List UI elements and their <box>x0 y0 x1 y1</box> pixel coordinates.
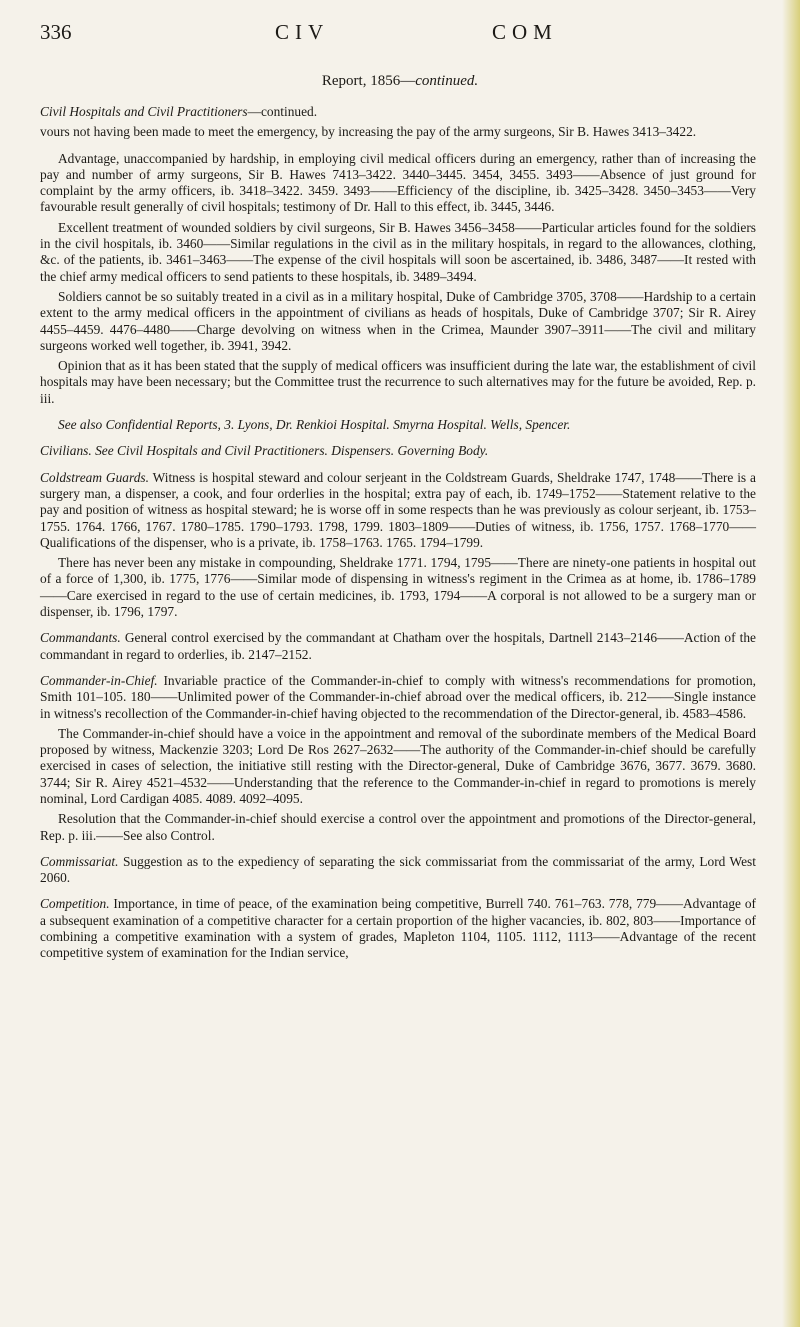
entry-text: See Civil Hospitals and Civil Practitioners. Dispensers. Governing Body. <box>91 443 489 459</box>
entry-text: —continued. <box>247 104 318 119</box>
index-entry <box>40 811 756 844</box>
entry-text: Resolution that the Commander-in-chief should exercise a control over the appointment and promotions of the Director-general, Rep. p. iii.——See also Control. <box>40 811 756 843</box>
entry-heading: Coldstream Guards. <box>40 469 149 485</box>
entry-heading: Competition. <box>40 896 110 912</box>
entry-text: See also Confidential Reports, 3. Lyons, Dr. Renkioi Hospital. Smyrna Hospital. Wells, Spencer. <box>58 417 571 433</box>
entry-text: General control exercised by the commandant at Chatham over the hospitals, Dartnell 2143–2146——Action of the commandant in regard to orderlies, ib. 2147–2152. <box>40 630 756 662</box>
entry-heading: Commander-in-Chief. <box>40 672 158 688</box>
entry-text: Witness is hospital steward and colour serjeant in the Coldstream Guards, Sheldrake 1747, 1748——There is a surgery man, a dispenser, a cook, and four orderlies in the hospital; extra pay of each, ib. 1749–1752——Statement relative to the pay and position of witness as hospital steward; he is worse off in some respects than he was previously as colour serjeant, ib. 1753–1755. 1764. 1766, 1767. 1780–1785. 1790–1793. 1798, 1799. 1803–1809——Duties of witness, ib. 1756, 1757. 1768–1770——Qualifications of the dispenser, who is a private, ib. 1758–1763. 1765. 1794–1799. <box>40 469 756 550</box>
headword-right: COM <box>492 20 558 44</box>
entry-heading: Commandants. <box>40 630 121 646</box>
entry-text: Opinion that as it has been stated that the supply of medical officers was insufficient during the late war, the establishment of civil hospitals may have been necessary; but the Committee trust the recurrence to such alternatives may for the future be avoided, Rep. p. iii. <box>40 358 756 406</box>
index-entry <box>40 220 756 285</box>
index-entry <box>40 896 756 961</box>
entry-text: Excellent treatment of wounded soldiers by civil surgeons, Sir B. Hawes 3456–3458——Particular articles found for the soldiers in the civil hospitals, ib. 3460——Similar regulations in the civil as in the military hospitals, in regard to the allowances, clothing, &c. of the patients, ib. 3461–3463——The expense of the civil hospitals will soon be ascertained, ib. 3486, 3487——It rested with the chief army medical officers to send patients to these hospitals, ib. 3489–3494. <box>40 219 756 284</box>
index-entry <box>40 443 756 459</box>
see-also <box>40 417 756 433</box>
report-title: Report, 1856— <box>321 73 416 89</box>
index-entry <box>40 470 756 551</box>
entry-text: There has never been any mistake in compounding, Sheldrake 1771. 1794, 1795——There are ninety-one patients in hospital out of a force of 1,300, ib. 1775, 1776——Similar mode of dispensing in witness's regiment in the Crimea as at home, ib. 1786–1789——Care exercised in regard to the use of certain medicines, ib. 1793, 1794——A corporal is not allowed to be a surgery man or dispenser, ib. 1796, 1797. <box>40 555 756 620</box>
index-entry <box>40 673 756 722</box>
entry-text: Suggestion as to the expediency of separating the sick commissariat from the commissariat of the army, Lord West 2060. <box>40 853 756 886</box>
index-body <box>40 104 756 972</box>
entry-heading: Civil Hospitals and Civil Practitioners <box>40 104 248 119</box>
entry-heading: Commissariat. <box>40 853 119 869</box>
entry-text: Advantage, unaccompanied by hardship, in employing civil medical officers during an emergency, rather than of increasing the pay and number of army surgeons, Sir B. Hawes 7413–3422. 3440–3445. 3454, 3455. 3493——Absence of just ground for complaint by the army officers, ib. 3418–3422. 3459. 3493——Efficiency of the discipline, ib. 3425–3428. 3450–3453——Very favourable result generally of civil hospitals; testimony of Dr. Hall to this effect, ib. 3445, 3446. <box>40 150 756 215</box>
index-entry <box>40 151 756 216</box>
entry-text: Soldiers cannot be so suitably treated in a civil as in a military hospital, Duke of Cambridge 3705, 3708——Hardship to a certain extent to the army medical officers in the appointment of civilians as heads of hospitals, Duke of Cambridge 3707; Sir R. Airey 4455–4459. 4476–4480——Charge devolving on witness when in the Crimea, Maunder 3907–3911——The civil and military surgeons worked well together, ib. 3941, 3942. <box>40 288 756 353</box>
entry-text: Invariable practice of the Commander-in-chief to comply with witness's recommendations for promotion, Smith 101–105. 180——Unlimited power of the Commander-in-chief abroad over the medical officers, ib. 212——Single instance in witness's recollection of the Commander-in-chief having objected to the recommendation of the Director-general, ib. 4583–4586. <box>40 672 756 721</box>
index-entry <box>40 854 756 887</box>
index-entry <box>40 104 756 120</box>
running-header <box>40 20 760 50</box>
entry-heading: Civilians. <box>40 443 92 459</box>
entry-text: The Commander-in-chief should have a voice in the appointment and removal of the subordinate members of the Medical Board proposed by witness, Mackenzie 3203; Lord De Ros 2627–2632——The authority of the Commander-in-chief should be carefully exercised in cases of selection, the initiative still resting with the Director-general, Duke of Cambridge 3676, 3677. 3679. 3680. 3744; Sir R. Airey 4521–4532——Understanding that the reference to the Commander-in-chief in regard to promotions is merely nominal, Lord Cardigan 4085. 4089. 4092–4095. <box>40 725 756 806</box>
entry-text: Importance, in time of peace, of the examination being competitive, Burrell 740. 761–763. 778, 779——Advantage of a subsequent examination of a competitive character for a certain proportion of the higher vacancies, ib. 802, 803——Importance of combining a competitive examination with a system of grades, Mapleton 1104, 1105. 1112, 1113——Advantage of the recent competitive system of examination for the Indian service, <box>40 896 756 961</box>
report-heading <box>0 73 800 90</box>
index-entry <box>40 124 756 140</box>
headword-left: CIV <box>275 20 330 44</box>
entry-text: vours not having been made to meet the emergency, by increasing the pay of the army surgeons, Sir B. Hawes 3413–3422. <box>40 124 697 140</box>
index-entry <box>40 358 756 407</box>
index-entry <box>40 289 756 354</box>
report-continued: continued. <box>415 73 479 89</box>
page-edge <box>782 0 800 1327</box>
page-number: 336 <box>40 20 72 44</box>
index-entry <box>40 726 756 807</box>
index-entry <box>40 630 756 663</box>
index-entry <box>40 555 756 620</box>
